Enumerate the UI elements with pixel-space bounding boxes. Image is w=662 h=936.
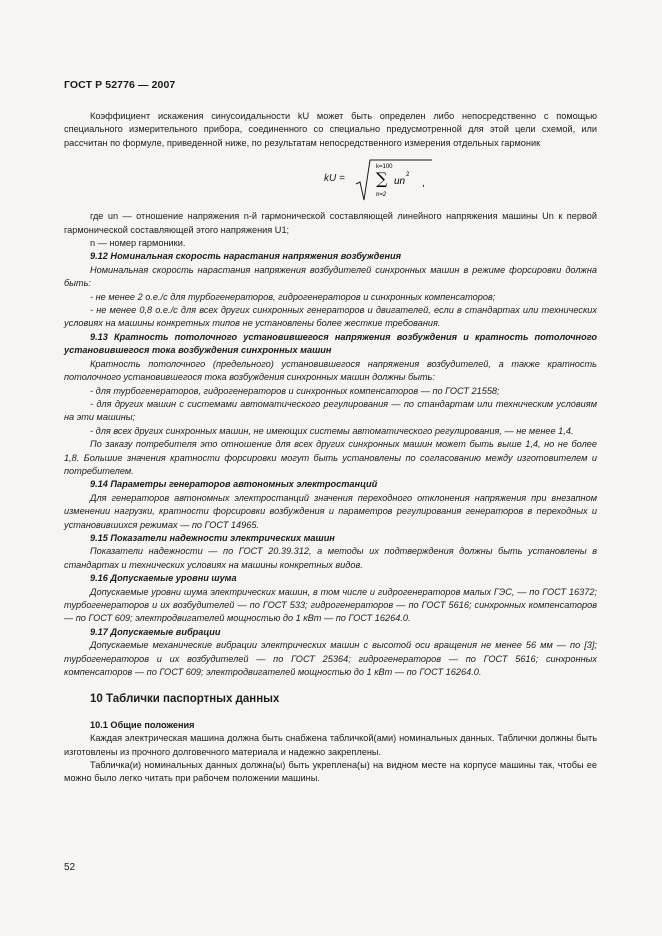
section-heading: 9.12 Номинальная скорость нарастания напряжения возбуждения xyxy=(90,251,402,262)
section-heading: 9.14 Параметры генераторов автономных электростанций xyxy=(90,479,378,490)
svg-text:∑: ∑ xyxy=(376,169,388,189)
paragraph: где un — отношение напряжения n-й гармонической составляющей линейного напряжения машины Un к первой гармонической составляющей этого напряжения U1; xyxy=(64,211,597,235)
paragraph: Кратность потолочного (предельного) установившегося напряжения возбудителей, а также кратность потолочного установившегося тока возбуждения синхронных машин должны быть: xyxy=(64,358,597,383)
paragraph: Допускаемые уровни шума электрических машин, в том числе и гидрогенераторов малых ГЭС, — по ГОСТ 16372; турбогенераторов и их возбудителей — по ГОСТ 533; гидрогенераторов — по ГОСТ 5616; синхронных компенсаторов — по ГОСТ 609; электродвигателей мощностью до 1 кВт — по ГОСТ 16264.0. xyxy=(64,586,597,624)
list-item: - для турбогенераторов, гидрогенераторов и синхронных компенсаторов — по ГОСТ 21558; xyxy=(90,385,500,396)
formula-thd xyxy=(64,154,597,206)
list-item: - не менее 2 о.е./с для турбогенераторов, гидрогенераторов и синхронных компенсаторов; xyxy=(90,291,496,302)
paragraph: Номинальная скорость нарастания напряжения возбудителей синхронных машин в режиме форсировки должна быть: xyxy=(64,264,597,289)
document-body xyxy=(64,110,597,786)
list-item: - не менее 0,8 о.е./с для всех других синхронных генераторов и двигателей, если в стандартах или технических условиях на машины конкретных типов не установлены более жесткие требования. xyxy=(64,305,597,329)
formula-sqrt-sum-icon xyxy=(354,156,434,204)
formula-sum-top: k=100 xyxy=(376,164,393,171)
section-heading: 10.1 Общие положения xyxy=(90,719,195,730)
section-heading: 9.16 Допускаемые уровни шума xyxy=(90,573,237,584)
paragraph: Каждая электрическая машина должна быть снабжена табличкой(ами) номинальных данных. Таблички должны быть изготовлены из прочного долговечного материала и надежно закреплены. xyxy=(64,733,597,757)
paragraph: n — номер гармоники. xyxy=(90,238,186,249)
section-heading: 9.13 Кратность потолочного установившегося напряжения возбуждения и кратность потолочного установившегося тока возбуждения синхронных машин xyxy=(64,331,597,356)
section-heading: 9.15 Показатели надежности электрических машин xyxy=(90,532,335,543)
paragraph: Допускаемые механические вибрации электрических машин с высотой оси вращения не менее 56 мм — по [3]; турбогенераторов и их возбудителей — по ГОСТ 25364; гидрогенераторов — по ГОСТ 5616; синхронных компенсаторов — по ГОСТ 609; электродвигателей мощностью до 1 кВт — по ГОСТ 16264.0. xyxy=(64,640,597,678)
chapter-heading: 10 Таблички паспортных данных xyxy=(90,693,280,706)
formula-exp: 2 xyxy=(406,172,410,179)
formula-lhs: kU = xyxy=(324,173,345,185)
document-header: ГОСТ Р 52776 — 2007 xyxy=(64,79,176,91)
formula-sum-bottom: n=2 xyxy=(376,192,387,199)
paragraph: Показатели надежности — по ГОСТ 20.39.312, а методы их подтверждения должны быть установлены в стандартах и технических условиях на машины конкретных видов. xyxy=(64,546,597,570)
list-item: - для всех других синхронных машин, не имеющих системы автоматического регулирования, — не менее 1,4. xyxy=(90,425,574,436)
formula-term: un xyxy=(394,176,406,188)
paragraph: Табличка(и) номинальных данных должна(ы) быть укреплена(ы) на видном месте на корпусе машины так, чтобы ее можно было легко читать при рабочем положении машины. xyxy=(64,760,597,784)
page-number: 52 xyxy=(64,862,76,873)
paragraph: По заказу потребителя это отношение для всех других синхронных машин может быть выше 1,4, но не более 1,8. Большие значения кратности форсировки могут быть установлены по согласованию между изготовителем и потребителем. xyxy=(64,439,597,476)
section-heading: 9.17 Допускаемые вибрации xyxy=(90,626,221,637)
list-item: - для других машин с системами автоматического регулирования — по стандартам или техническим условиям на эти машины; xyxy=(64,398,597,423)
paragraph: Для генераторов автономных электростанций значения переходного отклонения напряжения при внезапном изменении нагрузки, кратности форсировки возбуждения и параметров регулирования генераторов в переходных и установившихся режимах — по ГОСТ 14965. xyxy=(64,492,597,530)
svg-text:,: , xyxy=(422,178,425,190)
paragraph: Коэффициент искажения синусоидальности kU может быть определен либо непосредственно с помощью специального измерительного прибора, соединенного со специально предусмотренной для этой цели схемой, или рассчитан по формуле, приведенной ниже, по результатам непосредственного измерения отдельных гармоник xyxy=(64,111,597,148)
